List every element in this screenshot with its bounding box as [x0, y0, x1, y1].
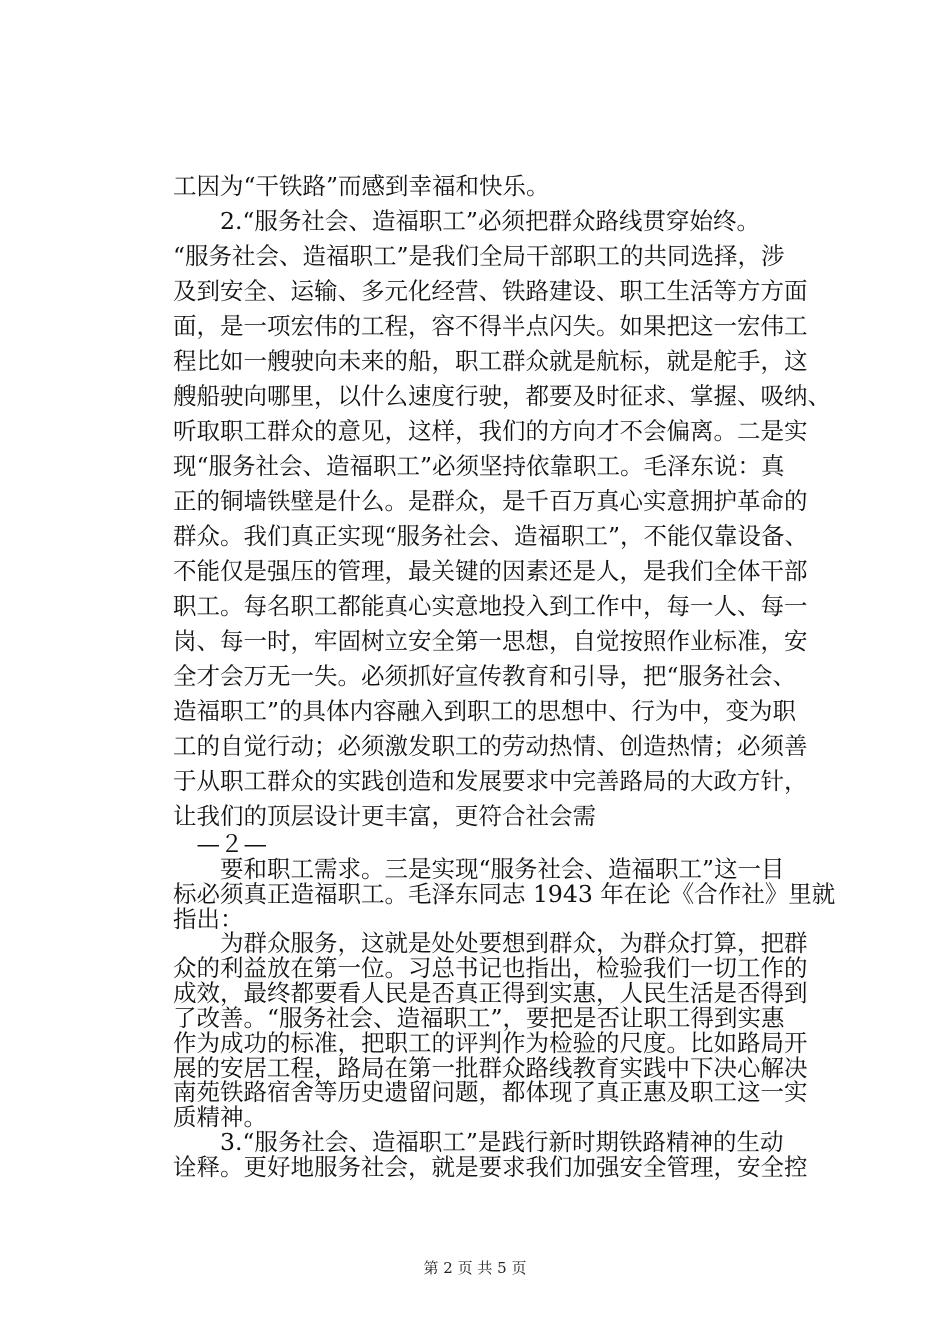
text-line: 岗、每一时，牢固树立安全第一思想，自觉按照作业标准，安	[173, 627, 808, 655]
text-line: 众的利益放在第一位。习总书记也指出，检验我们一切工作的	[173, 954, 808, 982]
text-line: 造福职工”的具体内容融入到职工的思想中、行为中，变为职	[173, 697, 797, 725]
page-footer: 第 2 页 共 5 页	[423, 1259, 527, 1277]
text-line: 了改善。“服务社会、造福职工”，要把是否让职工得到实惠	[173, 1004, 785, 1032]
text-line: 听取职工群众的意见，这样，我们的方向才不会偏离。二是实	[173, 417, 808, 445]
text-line: 展的安居工程，路局在第一批群众路线教育实践中下决心解决	[173, 1054, 808, 1082]
text-line: 要和职工需求。三是实现“服务社会、造福职工”这一目	[173, 855, 785, 883]
text-line: 现“服务社会、造福职工”必须坚持依靠职工。毛泽东说：真	[173, 452, 785, 480]
text-line: 于从职工群众的实践创造和发展要求中完善路局的大政方针，	[173, 767, 808, 795]
text-line: 成效，最终都要看人民是否真正得到实惠，人民生活是否得到	[173, 979, 808, 1007]
text-line: 2.“服务社会、造福职工”必须把群众路线贯穿始终。	[173, 207, 760, 235]
text-line: 正的铜墙铁壁是什么。是群众，是千百万真心实意拥护革命的	[173, 487, 808, 515]
text-line: 南苑铁路宿舍等历史遗留问题，都体现了真正惠及职工这一实	[173, 1078, 808, 1106]
text-line: 不能仅是强压的管理，最关键的因素还是人，是我们全体干部	[173, 557, 808, 585]
text-line: 工因为“干铁路”而感到幸福和快乐。	[173, 172, 550, 200]
text-line: 艘船驶向哪里，以什么速度行驶，都要及时征求、掌握、吸纳、	[173, 382, 831, 410]
text-line: 诠释。更好地服务社会，就是要求我们加强安全管理，安全控	[173, 1153, 808, 1181]
text-line: 标必须真正造福职工。毛泽东同志 1943 年在论《合作社》里就	[173, 880, 836, 908]
text-line: 让我们的顶层设计更丰富，更符合社会需	[173, 802, 596, 830]
text-line: 3.“服务社会、造福职工”是践行新时期铁路精神的生动	[173, 1128, 784, 1156]
text-line: 群众。我们真正实现“服务社会、造福职工”，不能仅靠设备、	[173, 522, 809, 550]
text-line: 及到安全、运输、多元化经营、铁路建设、职工生活等方方面	[173, 277, 808, 305]
text-line: 质精神。	[173, 1103, 267, 1131]
text-line: “服务社会、造福职工”是我们全局干部职工的共同选择，涉	[173, 242, 785, 270]
text-line: 指出：	[173, 905, 244, 933]
text-line: 作为成功的标准，把职工的评判作为检验的尺度。比如路局开	[173, 1029, 808, 1057]
text-line: —２—	[173, 830, 267, 858]
text-line: 面，是一项宏伟的工程，容不得半点闪失。如果把这一宏伟工	[173, 312, 808, 340]
text-line: 程比如一艘驶向未来的船，职工群众就是航标，就是舵手，这	[173, 347, 808, 375]
text-line: 职工。每名职工都能真心实意地投入到工作中，每一人、每一	[173, 592, 808, 620]
text-line: 工的自觉行动；必须激发职工的劳动热情、创造热情；必须善	[173, 732, 808, 760]
text-line: 全才会万无一失。必须抓好宣传教育和引导，把“服务社会、	[173, 662, 797, 690]
text-line: 为群众服务，这就是处处要想到群众，为群众打算，把群	[173, 929, 808, 957]
